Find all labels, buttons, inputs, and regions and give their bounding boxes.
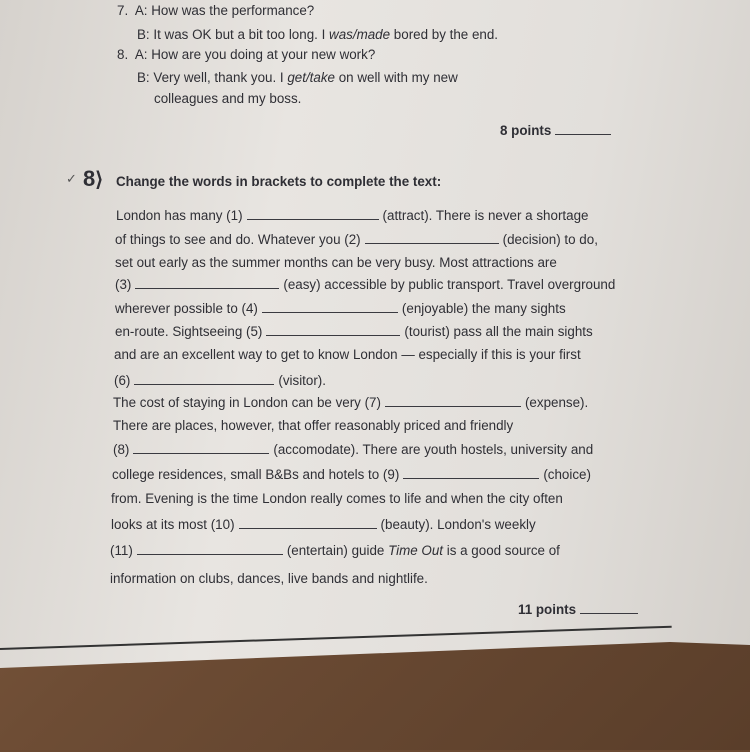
gap-7[interactable] bbox=[385, 405, 521, 407]
q7-b-choice: was/made bbox=[329, 27, 391, 42]
q8-a-line bbox=[117, 48, 375, 61]
q7-a-line bbox=[117, 4, 314, 17]
gap-6[interactable] bbox=[134, 383, 274, 385]
text-line-1 bbox=[116, 209, 588, 222]
section7-points-label: 8 points bbox=[500, 123, 552, 138]
text-line-2 bbox=[115, 233, 598, 246]
text-line-4 bbox=[115, 278, 615, 291]
gap-10[interactable] bbox=[239, 527, 377, 529]
text-line-15 bbox=[110, 544, 560, 557]
text-segment: looks at its most (10) bbox=[111, 517, 235, 532]
text-segment: (enjoyable) the many sights bbox=[401, 301, 566, 316]
gap-9[interactable] bbox=[403, 477, 539, 479]
q8-b-cont: colleagues and my boss. bbox=[154, 91, 302, 106]
gap-4[interactable] bbox=[262, 311, 398, 313]
chevron-right-icon: ⟩ bbox=[95, 169, 104, 191]
text-segment: (beauty). London's weekly bbox=[380, 517, 536, 532]
gap-11[interactable] bbox=[137, 553, 283, 555]
text-segment: (3) bbox=[115, 277, 132, 292]
text-line-5 bbox=[115, 302, 566, 315]
score-blank[interactable] bbox=[580, 612, 638, 614]
text-segment: (expense). bbox=[524, 395, 589, 410]
text-segment: college residences, small B&Bs and hotels to (9) bbox=[112, 467, 400, 482]
exercise-number-digit: 8 bbox=[83, 166, 96, 191]
exercise-number bbox=[83, 166, 103, 192]
text-line-8 bbox=[114, 374, 326, 387]
text-segment: (attract). There is never a shortage bbox=[382, 208, 589, 223]
text-segment: (easy) accessible by public transport. Travel overground bbox=[283, 277, 616, 292]
text-line-10: There are places, however, that offer reasonably priced and friendly bbox=[113, 418, 514, 433]
text-segment: London has many (1) bbox=[116, 208, 243, 223]
text-segment: (6) bbox=[114, 373, 131, 388]
text-line-3: set out early as the summer months can be very busy. Most attractions are bbox=[115, 255, 557, 270]
q8-b-post: on well with my new bbox=[335, 70, 458, 85]
score-blank[interactable] bbox=[555, 133, 611, 135]
text-segment: (tourist) pass all the main sights bbox=[404, 324, 593, 339]
q7-b-line bbox=[137, 28, 498, 41]
text-line-6 bbox=[115, 325, 593, 338]
text-line-14 bbox=[111, 518, 536, 531]
exercise-instruction: Change the words in brackets to complete the text: bbox=[116, 174, 442, 189]
check-mark-icon: ✓ bbox=[66, 171, 77, 186]
text-segment: (visitor). bbox=[278, 373, 326, 388]
text-line-11 bbox=[113, 443, 593, 456]
gap-5[interactable] bbox=[266, 334, 400, 336]
magazine-title: Time Out bbox=[388, 543, 444, 558]
text-segment: (entertain) guide bbox=[286, 543, 389, 558]
section7-points bbox=[500, 123, 615, 138]
text-line-13: from. Evening is the time London really comes to life and when the city often bbox=[111, 491, 563, 506]
q7-b-pre: B: It was OK but a bit too long. I bbox=[137, 27, 330, 42]
gap-8[interactable] bbox=[133, 452, 269, 454]
text-line-7: and are an excellent way to get to know London — especially if this is your first bbox=[114, 347, 581, 362]
exercise8-points bbox=[518, 602, 642, 617]
text-segment: (accomodate). There are youth hostels, university and bbox=[273, 442, 594, 457]
text-segment: (decision) to do, bbox=[502, 232, 598, 247]
text-line-9 bbox=[113, 396, 588, 409]
q8-b-choice: get/take bbox=[287, 70, 335, 85]
text-segment: (11) bbox=[110, 543, 133, 558]
q8-a-text: A: How are you doing at your new work? bbox=[134, 47, 376, 62]
exercise8-points-label: 11 points bbox=[518, 602, 577, 617]
text-segment: (choice) bbox=[543, 467, 591, 482]
text-segment: wherever possible to (4) bbox=[115, 301, 258, 316]
gap-1[interactable] bbox=[247, 218, 379, 220]
q8-b-line bbox=[137, 71, 458, 84]
gap-3[interactable] bbox=[135, 287, 279, 289]
text-segment: of things to see and do. Whatever you (2) bbox=[115, 232, 361, 247]
q7-b-post: bored by the end. bbox=[390, 27, 499, 42]
q8-number: 8. bbox=[117, 47, 129, 62]
gap-2[interactable] bbox=[365, 242, 499, 244]
text-segment: en-route. Sightseeing (5) bbox=[115, 324, 263, 339]
text-line-16: information on clubs, dances, live bands and nightlife. bbox=[110, 571, 428, 586]
text-segment: (8) bbox=[113, 442, 130, 457]
text-line-12 bbox=[112, 468, 591, 481]
text-segment: is a good source of bbox=[443, 543, 560, 558]
text-segment: The cost of staying in London can be very (7) bbox=[113, 395, 381, 410]
q7-number: 7. bbox=[117, 3, 129, 18]
q7-a-text: A: How was the performance? bbox=[134, 3, 315, 18]
q8-b-pre: B: Very well, thank you. I bbox=[137, 70, 288, 85]
